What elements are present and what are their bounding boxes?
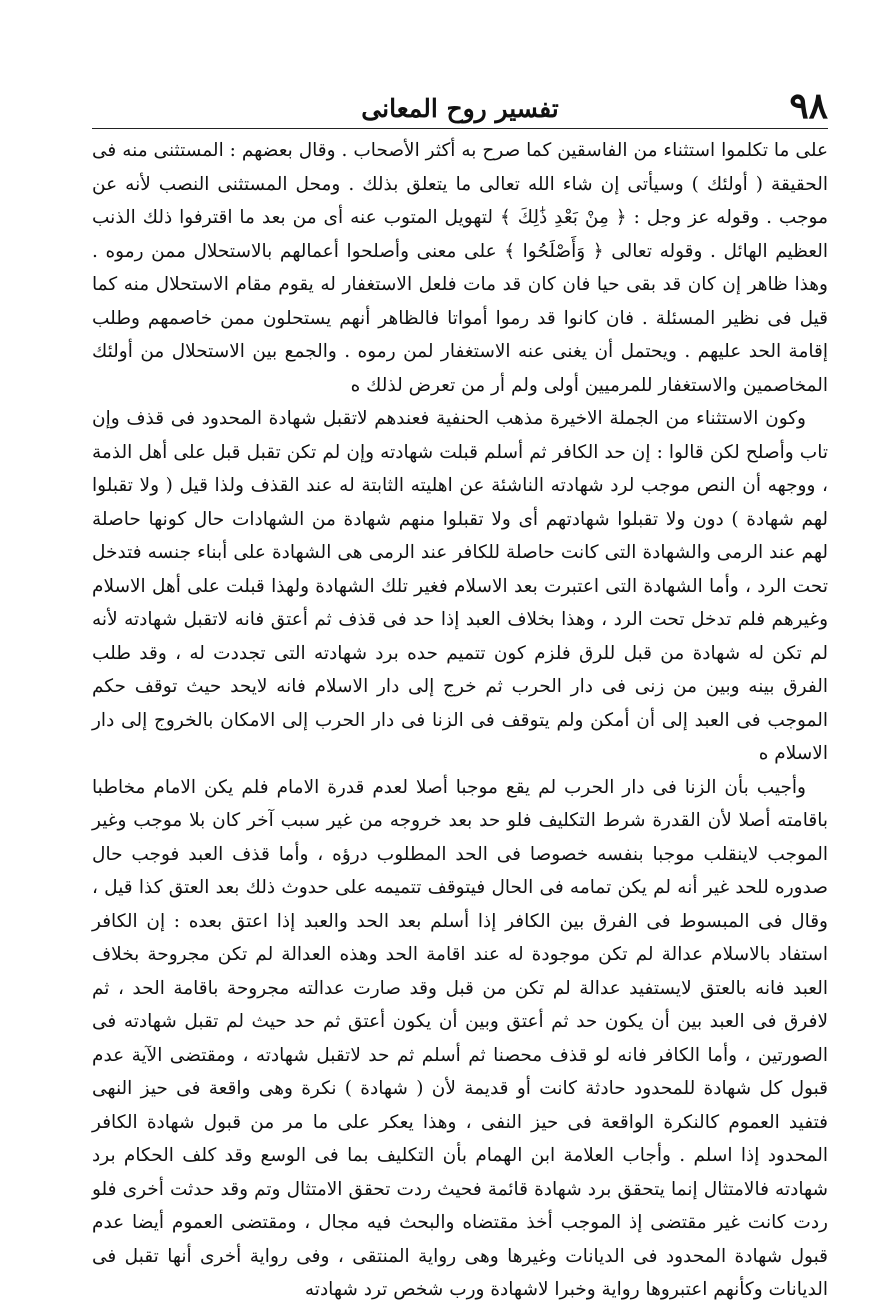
page-header — [92, 78, 828, 132]
paragraph: وكون الاستثناء من الجملة الاخيرة مذهب الحنفية فعندهم لاتقبل شهادة المحدود فى قذف وإن تاب وأصلح لكن قالوا : إن حد الكافر ثم أسلم قبلت شهادته وإن لم تكن تقبل قبل على أهل الذمة ، ووجهه أن النص موجب لرد شهادته الناشئة عن اهليته الثابتة له عند القذف ولذا قيل ( ولا تقبلوا لهم شهادة ) دون ولا تقبلوا شهادتهم أى ولا تقبلوا منهم شهادة من الشهادات حال كونها حاصلة لهم عند الرمى والشهادة التى كانت حاصلة للكافر عند الرمى هى الشهادة على أبناء جنسه فتدخل تحت الرد ، وأما الشهادة التى اعتبرت بعد الاسلام فغير تلك الشهادة ولهذا قبلت على أهل الاسلام وغيرهم فلم تدخل تحت الرد ، وهذا بخلاف العبد إذا حد فى قذف ثم أعتق فانه لاتقبل شهادته لأنه لم تكن له شهادة من قبل للرق فلزم كون تتميم حده برد شهادته التى تجددت له ، وقد طلب الفرق بينه وبين من زنى فى دار الحرب ثم خرج إلى دار الاسلام فانه لايحد حيث توقف حكم الموجب فى العبد إلى أن أمكن ولم يتوقف فى الزنا فى دار الحرب إلى الامكان بالخروج إلى دار الاسلام ه — [92, 408, 828, 764]
page-number: ٩٨ — [789, 85, 828, 127]
paragraph: وأجيب بأن الزنا فى دار الحرب لم يقع موجبا أصلا لعدم قدرة الامام فلم يكن الامام مخاطبا باقامته أصلا لأن القدرة شرط التكليف فلو حد بعد خروجه من غير سبب آخر كان بلا موجب وغير الموجب لاينقلب موجبا بنفسه خصوصا فى الحد المطلوب درؤه ، وأما قذف العبد فوجب حال صدوره للحد غير أنه لم يكن تمامه فى الحال فيتوقف تتميمه على حدوث ذلك بعد العتق كذا قيل ، وقال فى المبسوط فى الفرق بين الكافر إذا أسلم بعد الحد والعبد إذا اعتق بعده : إن الكافر استفاد بالاسلام عدالة لم تكن موجودة له عند اقامة الحد وهذه العدالة لم تكن مجروحة بخلاف العبد فانه بالعتق لايستفيد عدالة لم تكن من قبل وقد صارت عدالته مجروحة باقامة الحد ، ثم لافرق فى العبد بين أن يكون حد ثم أعتق وبين أن يكون أعتق ثم حد حيث لم تقبل شهادته فى الصورتين ، وأما الكافر فانه لو قذف محصنا ثم أسلم ثم حد لاتقبل شهادته ، ومقتضى الآية عدم قبول كل شهادة للمحدود حادثة كانت أو قديمة لأن ( شهادة ) نكرة وهى واقعة فى حيز النهى فتفيد العموم كالنكرة الواقعة فى حيز النفى ، وهذا يعكر على ما مر من قبول شهادة الكافر المحدود إذا اسلم . وأجاب العلامة ابن الهمام بأن التكليف بما فى الوسع وقد كلف الحكام برد شهادته فالامتثال إنما يتحقق برد شهادة قائمة فحيث ردت تحقق الامتثال وتم وقد حدثت أخرى فلو ردت كانت غير مقتضى إذ الموجب أخذ مقتضاه والبحث فيه مجال ، ومقتضى العموم أيضا عدم قبول شهادة المحدود فى الديانات وغيرها وهى رواية المنتقى ، وفى رواية أخرى أنها تقبل فى الديانات وكأنهم اعتبروها رواية وخبرا لاشهادة ورب شخص ترد شهادته — [92, 776, 828, 1300]
running-title: تفسير روح المعانى — [361, 94, 559, 123]
header-rule — [92, 128, 828, 129]
paragraph: على ما تكلموا استثناء من الفاسقين كما صرح به أكثر الأصحاب . وقال بعضهم : المستثنى منه فى الحقيقة ( أولئك ) وسيأتى إن شاء الله تعالى ما يتعلق بذلك . ومحل المستثنى النصب لأنه عن موجب . وقوله عز وجل : ﴿ مِنْ بَعْدِ ذَٰلِكَ ﴾ لتهويل المتوب عنه أى من بعد ما اقترفوا ذلك الذنب العظيم الهائل . وقوله تعالى ﴿ وَأَصْلَحُوا ﴾ على معنى وأصلحوا أعمالهم بالاستحلال ممن رموه . وهذا ظاهر إن كان قد بقى حيا فان كان قد مات فلعل الاستغفار له يقوم مقام الاستحلال منه كما قيل فى نظير المسئلة . فان كانوا قد رموا أمواتا فالظاهر أنهم يستحلون ممن خاصمهم وطلب إقامة الحد عليهم . ويحتمل أن يغنى عنه الاستغفار لمن رموه . والجمع بين الاستحلال من أولئك المخاصمين والاستغفار للمرميين أولى ولم أر من تعرض لذلك ه — [92, 140, 828, 396]
body-text — [92, 134, 828, 1307]
